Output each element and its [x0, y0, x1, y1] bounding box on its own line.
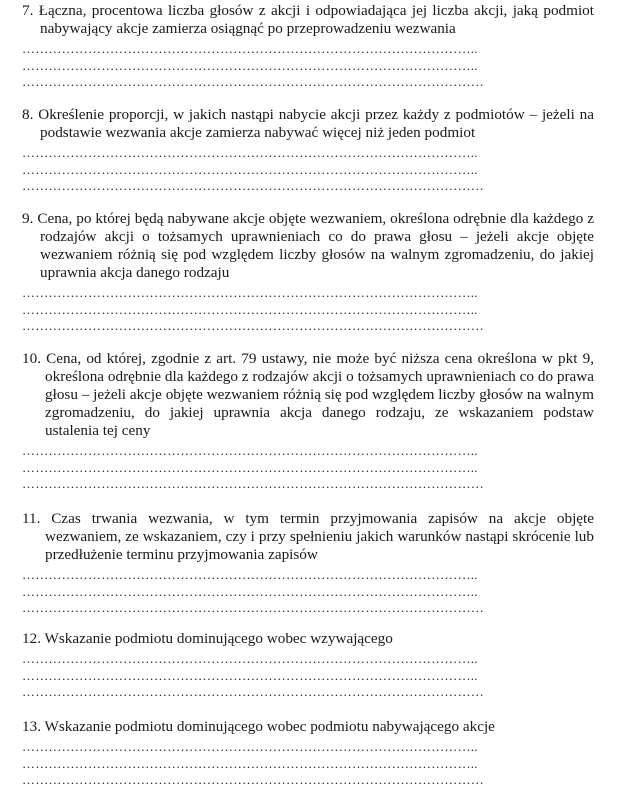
dotted-line[interactable]: ………………………………………………………………………………………….. [22, 301, 478, 317]
dotted-line[interactable]: ………………………………………………………………………………………….. [22, 285, 478, 300]
answer-lines-7[interactable] [22, 41, 594, 91]
dotted-line[interactable]: …………………………………………………………………………………………… [22, 178, 484, 193]
section-7 [22, 2, 594, 91]
question-12-text: 12. Wskazanie podmiotu dominującego wobec wzywającego [22, 630, 393, 647]
answer-lines-10[interactable] [22, 443, 594, 493]
question-9-text: 9. Cena, po której będą nabywane akcje objęte wezwaniem, określona odrębnie dla każdego z rodzajów akcji o tożsamych uprawnieniach co do prawa głosu – jeżeli akcje objęte wezwaniem różnią się pod względem liczby głosów na walnym zgromadzeniu, do jakiej uprawnia akcja danego rodzaju [22, 210, 594, 281]
dotted-line[interactable]: ………………………………………………………………………………………….. [22, 667, 478, 683]
answer-lines-8[interactable] [22, 145, 594, 195]
dotted-line[interactable]: ………………………………………………………………………………………….. [22, 145, 478, 160]
dotted-line[interactable]: …………………………………………………………………………………………… [22, 684, 484, 699]
dotted-line[interactable]: ………………………………………………………………………………………….. [22, 739, 478, 754]
section-12 [22, 630, 594, 701]
dotted-line[interactable]: …………………………………………………………………………………………… [22, 772, 484, 787]
dotted-line[interactable]: ………………………………………………………………………………………….. [22, 755, 478, 771]
dotted-line[interactable]: ………………………………………………………………………………………….. [22, 567, 478, 582]
dotted-line[interactable]: ………………………………………………………………………………………….. [22, 459, 478, 475]
section-11 [22, 510, 594, 617]
answer-lines-11[interactable] [22, 567, 594, 617]
section-9 [22, 210, 594, 335]
question-13-text: 13. Wskazanie podmiotu dominującego wobec podmiotu nabywającego akcje [22, 718, 495, 735]
question-10-text: 10. Cena, od której, zgodnie z art. 79 ustawy, nie może być niższa cena określona w pkt 9, określona odrębnie dla każdego z rodzajów akcji o tożsamych uprawnieniach co do prawa głosu – jeżeli akcje objęte wezwaniem różnią się pod względem liczby głosów na walnym zgromadzeniu, do jakiej uprawnia akcja danego rodzaju, ze wskazaniem podstaw ustalenia tej ceny [22, 350, 594, 439]
question-11-text: 11. Czas trwania wezwania, w tym termin przyjmowania zapisów na akcje objęte wezwaniem, ze wskazaniem, czy i przy spełnieniu jakich warunków nastąpi skrócenie lub przedłużenie terminu przyjmowania zapisów [22, 510, 594, 563]
question-7-text: 7. Łączna, procentowa liczba głosów z akcji i odpowiadająca jej liczba akcji, jaką podmiot nabywający akcje zamierza osiągnąć po przeprowadzeniu wezwania [22, 2, 594, 37]
dotted-line[interactable]: …………………………………………………………………………………………… [22, 600, 484, 615]
dotted-line[interactable]: …………………………………………………………………………………………… [22, 74, 484, 89]
answer-lines-9[interactable] [22, 285, 594, 335]
dotted-line[interactable]: ………………………………………………………………………………………….. [22, 161, 478, 177]
section-10 [22, 350, 594, 493]
dotted-line[interactable]: …………………………………………………………………………………………… [22, 476, 484, 491]
section-8 [22, 106, 594, 195]
answer-lines-12[interactable] [22, 651, 594, 701]
dotted-line[interactable]: …………………………………………………………………………………………… [22, 318, 484, 333]
dotted-line[interactable]: ………………………………………………………………………………………….. [22, 41, 478, 56]
dotted-line[interactable]: ………………………………………………………………………………………….. [22, 651, 478, 666]
answer-lines-13[interactable] [22, 739, 594, 789]
section-13 [22, 718, 594, 789]
dotted-line[interactable]: ………………………………………………………………………………………….. [22, 443, 478, 458]
question-8-text: 8. Określenie proporcji, w jakich nastąpi nabycie akcji przez każdy z podmiotów – jeżeli na podstawie wezwania akcje zamierza nabywać więcej niż jeden podmiot [22, 106, 594, 141]
dotted-line[interactable]: ………………………………………………………………………………………….. [22, 583, 478, 599]
dotted-line[interactable]: ………………………………………………………………………………………….. [22, 57, 478, 73]
